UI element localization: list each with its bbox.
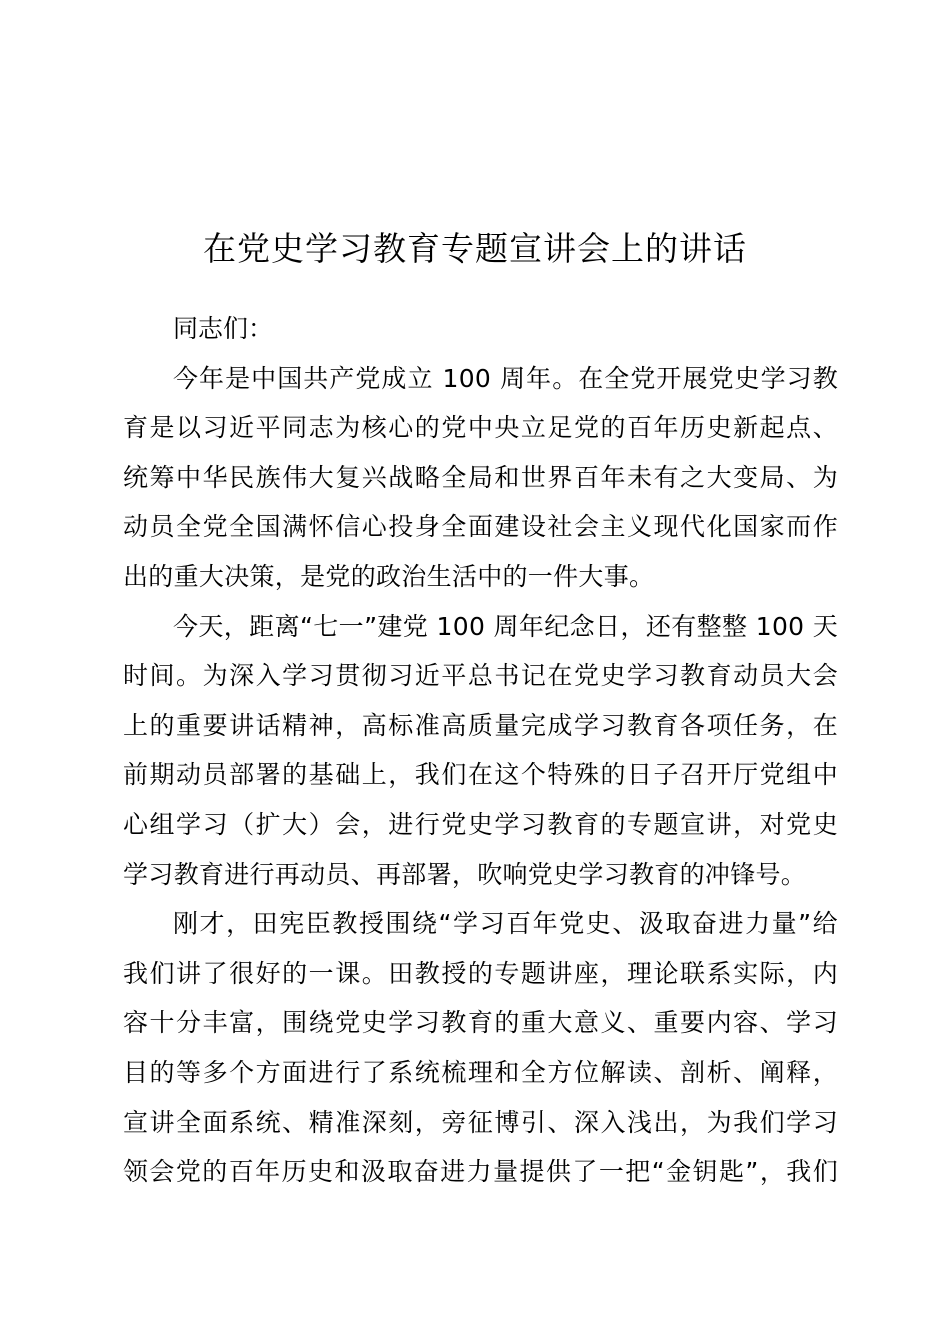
salutation: 同志们： bbox=[173, 314, 274, 343]
paragraph-line: 领会党的百年历史和汲取奋进力量提供了一把“金钥匙”，我们 bbox=[123, 1157, 838, 1187]
paragraph-line: 时间。为深入学习贯彻习近平总书记在党史学习教育动员大会 bbox=[123, 661, 838, 691]
paragraph-2 bbox=[123, 602, 838, 900]
paragraph-line: 我们讲了很好的一课。田教授的专题讲座，理论联系实际，内 bbox=[123, 958, 838, 988]
document-title: 在党史学习教育专题宣讲会上的讲话 bbox=[203, 229, 747, 268]
paragraph-line: 动员全党全国满怀信心投身全面建设社会主义现代化国家而作 bbox=[123, 512, 838, 542]
paragraph-line: 学习教育进行再动员、再部署，吹响党史学习教育的冲锋号。 bbox=[123, 859, 807, 889]
paragraph-line: 容十分丰富，围绕党史学习教育的重大意义、重要内容、学习 bbox=[123, 1008, 838, 1038]
paragraph-line: 心组学习（扩大）会，进行党史学习教育的专题宣讲，对党史 bbox=[123, 809, 838, 839]
paragraph-line: 今年是中国共产党成立 100 周年。在全党开展党史学习教 bbox=[173, 363, 838, 393]
paragraph-line: 宣讲全面系统、精准深刻，旁征博引、深入浅出，为我们学习 bbox=[123, 1107, 838, 1137]
paragraph-line: 今天，距离“七一”建党 100 周年纪念日，还有整整 100 天 bbox=[173, 611, 838, 641]
paragraph-line: 出的重大决策，是党的政治生活中的一件大事。 bbox=[123, 561, 655, 591]
paragraph-line: 刚才，田宪臣教授围绕“学习百年党史、汲取奋进力量”给 bbox=[173, 909, 838, 939]
paragraph-3 bbox=[123, 899, 838, 1197]
paragraph-line: 目的等多个方面进行了系统梳理和全方位解读、剖析、阐释， bbox=[123, 1057, 838, 1087]
paragraph-line: 育是以习近平同志为核心的党中央立足党的百年历史新起点、 bbox=[123, 413, 838, 443]
paragraph-line: 前期动员部署的基础上，我们在这个特殊的日子召开厅党组中 bbox=[123, 760, 838, 790]
paragraph-1 bbox=[123, 354, 838, 602]
paragraph-line: 统筹中华民族伟大复兴战略全局和世界百年未有之大变局、为 bbox=[123, 462, 838, 492]
paragraph-line: 上的重要讲话精神，高标准高质量完成学习教育各项任务，在 bbox=[123, 710, 838, 740]
document-body bbox=[123, 304, 838, 1197]
